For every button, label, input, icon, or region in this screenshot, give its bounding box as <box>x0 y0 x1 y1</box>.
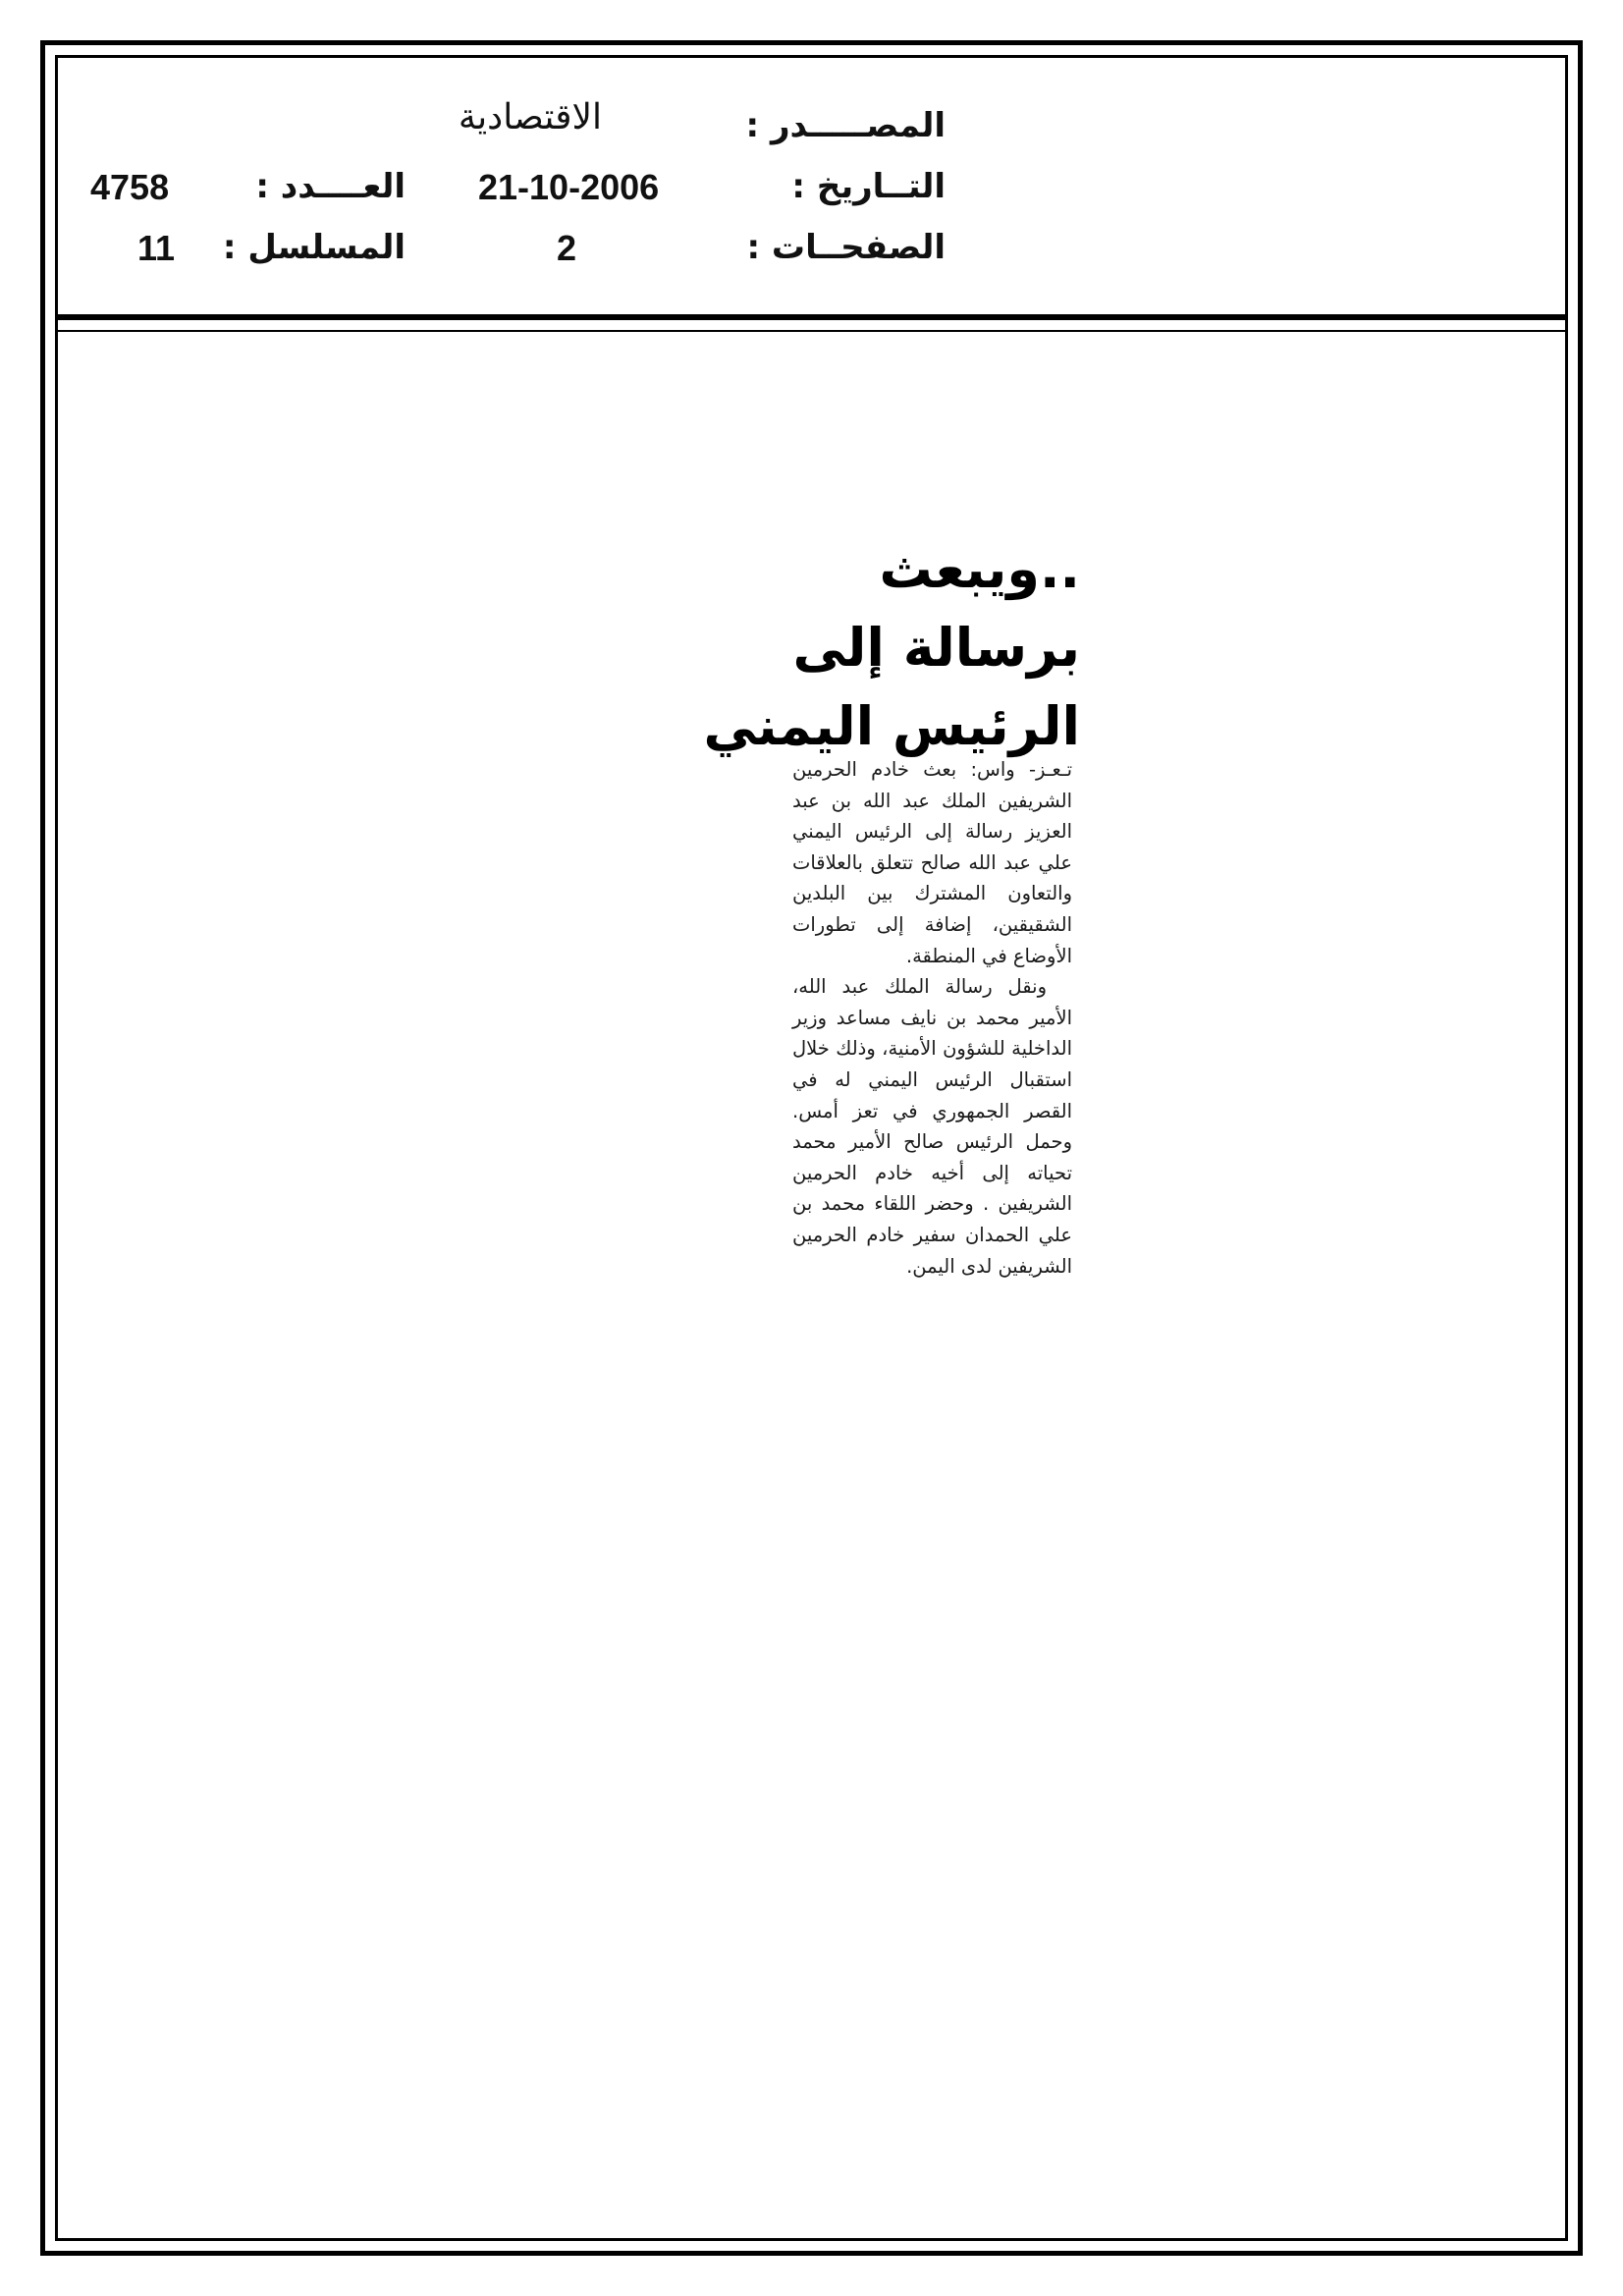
pages-label: الصفحــات : <box>746 228 946 267</box>
header-divider-thin <box>55 330 1568 332</box>
headline-line-2: برسالة إلى <box>792 617 1080 679</box>
article-body <box>792 754 1072 1282</box>
date-label: التــاريخ : <box>791 167 946 206</box>
headline-line-1: ..ويبعث <box>879 538 1080 600</box>
issue-label: العــــدد : <box>255 167 406 206</box>
serial-label: المسلسل : <box>222 228 406 267</box>
article-headline <box>703 530 1080 766</box>
source-value: الاقتصادية <box>458 96 602 137</box>
headline-line-3: الرئيس اليمني <box>703 695 1080 757</box>
article-paragraph-1: تـعـز- واس: بعث خادم الحرمين الشريفين الملك عبد الله بن عبد العزيز رسالة إلى الرئيس اليمني علي عبد الله صالح تتعلق بالعلاقات والتعاون المشترك بين البلدين الشقيقين، إضافة إلى تطورات الأوضاع في المنطقة. <box>792 758 1072 967</box>
article-paragraph-2: ونقل رسالة الملك عبد الله، الأمير محمد بن نايف مساعد وزير الداخلية للشؤون الأمنية، وذلك خلال استقبال الرئيس اليمني له في القصر الجمهوري في تعز أمس. وحمل الرئيس صالح الأمير محمد تحياته إلى أخيه خادم الحرمين الشريفين . وحضر اللقاء محمد بن علي الحمدان سفير خادم الحرمين الشريفين لدى اليمن. <box>792 975 1072 1278</box>
issue-value: 4758 <box>90 167 170 207</box>
pages-value: 2 <box>557 228 577 268</box>
serial-value: 11 <box>137 228 176 268</box>
header-divider <box>55 314 1568 320</box>
source-label: المصـــــدر : <box>745 106 946 145</box>
date-value: 21-10-2006 <box>478 167 660 207</box>
news-clipping <box>703 530 1080 1503</box>
